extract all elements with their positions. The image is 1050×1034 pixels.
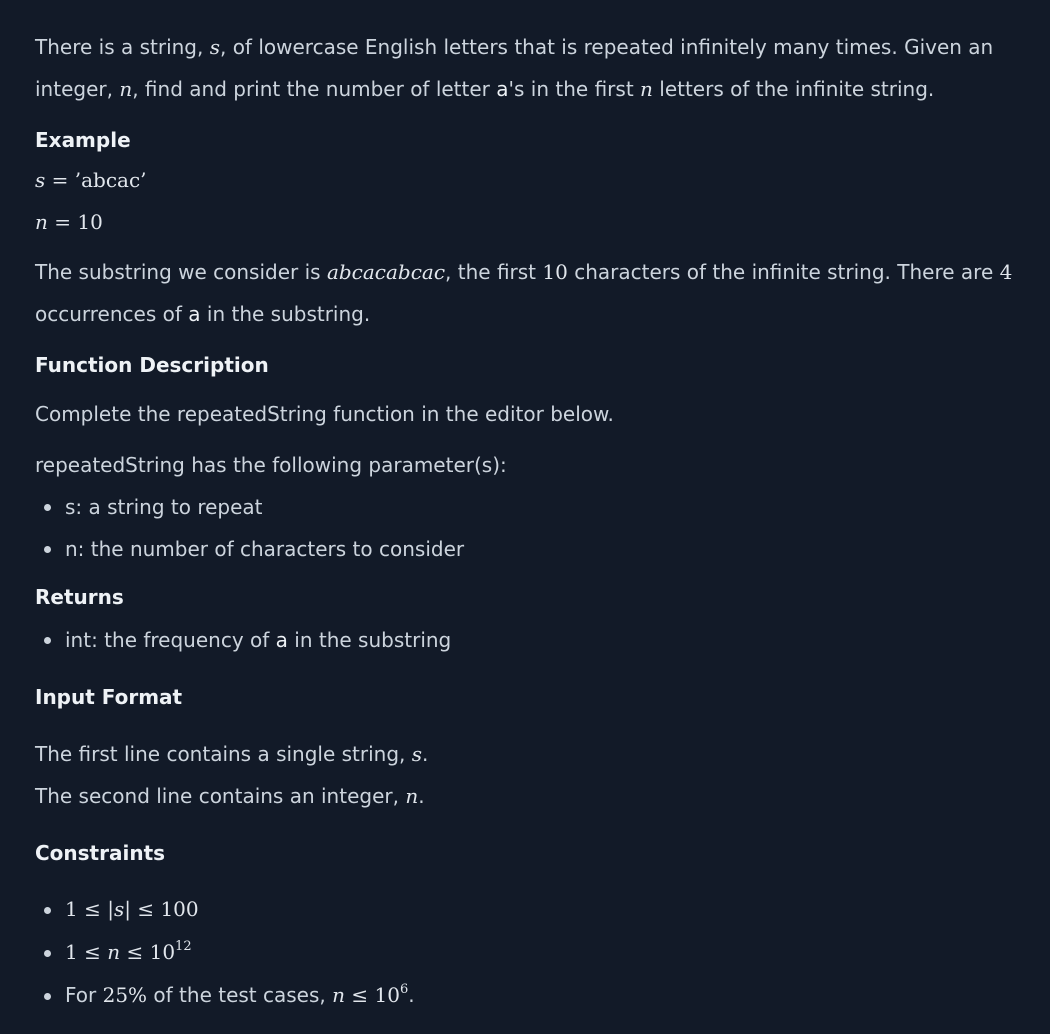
param-item-s: s: a string to repeat: [65, 495, 263, 519]
math-n: n: [405, 784, 419, 808]
parameters-intro: repeatedString has the following parameter(s):: [35, 453, 507, 477]
input-text: .: [418, 784, 425, 808]
math-n-value: 10: [77, 210, 103, 234]
example-s-line: [35, 166, 147, 194]
input-text: The second line contains an integer,: [35, 784, 406, 808]
math-exponent: 12: [175, 939, 192, 954]
example-desc-line-2: [35, 300, 370, 328]
code-a: a: [188, 302, 201, 326]
math-n: n: [35, 210, 48, 234]
math-le: ≤: [120, 940, 150, 964]
math-number: 1: [65, 897, 78, 921]
constraint-item-2: [65, 938, 192, 966]
input-format-heading: Input Format: [35, 685, 183, 709]
math-number: 10: [374, 983, 400, 1007]
math-n: n: [107, 940, 121, 964]
function-description-line: Complete the repeatedString function in the editor below.: [35, 402, 614, 426]
constraint-text: .: [408, 983, 415, 1007]
example-heading: Example: [35, 128, 131, 152]
math-s: s: [35, 168, 46, 192]
math-s: s: [209, 35, 220, 59]
input-format-line-2: [35, 782, 425, 810]
example-text: in the substring.: [200, 302, 371, 326]
bullet-icon: [44, 950, 51, 957]
example-text: The substring we consider is: [35, 260, 327, 284]
math-n: n: [332, 983, 346, 1007]
code-a: a: [275, 628, 288, 652]
intro-text: , find and print the number of letter: [132, 77, 497, 101]
bullet-icon: [44, 637, 51, 644]
constraint-text: of the test cases,: [147, 983, 333, 1007]
intro-text: , of lowercase English letters that is repeated infinitely many times. Given an: [219, 35, 994, 59]
code-a: a: [496, 77, 509, 101]
intro-line-2: [35, 75, 934, 103]
bullet-icon: [44, 993, 51, 1000]
math-exponent: 6: [399, 982, 409, 997]
returns-item: [65, 626, 451, 654]
constraint-item-1: [65, 895, 199, 923]
constraints-heading: Constraints: [35, 841, 166, 865]
math-number: 100: [160, 897, 199, 921]
intro-text: letters of the infinite string.: [652, 77, 935, 101]
returns-text: in the substring: [287, 628, 452, 652]
math-le: ≤: [345, 983, 375, 1007]
math-abs-s: |s|: [107, 897, 131, 921]
math-number: 10: [149, 940, 176, 964]
math-le: ≤: [77, 940, 108, 964]
returns-text: int: the frequency of: [65, 628, 276, 652]
bullet-icon: [44, 546, 51, 553]
example-text: characters of the infinite string. There are: [567, 260, 1000, 284]
math-number: 1: [65, 940, 78, 964]
example-text: occurrences of: [35, 302, 189, 326]
function-description-heading: Function Description: [35, 353, 269, 377]
example-text: , the first: [445, 260, 543, 284]
math-n: n: [119, 77, 133, 101]
math-s: s: [411, 742, 423, 766]
math-ten: 10: [542, 260, 568, 284]
math-le: ≤: [77, 897, 108, 921]
math-eq: =: [45, 168, 75, 192]
bullet-icon: [44, 907, 51, 914]
example-n-line: [35, 208, 103, 236]
math-substring: abcacabcac: [326, 260, 446, 284]
math-eq: =: [47, 210, 78, 234]
math-n: n: [640, 77, 653, 101]
bullet-icon: [44, 504, 51, 511]
intro-text: There is a string,: [35, 35, 210, 59]
math-four: 4: [999, 260, 1013, 284]
input-text: .: [422, 742, 429, 766]
math-string-value: ’abcac’: [74, 168, 147, 192]
constraint-text: For: [65, 983, 103, 1007]
returns-heading: Returns: [35, 585, 124, 609]
example-desc-line-1: [35, 258, 1012, 286]
intro-line-1: [35, 33, 993, 61]
input-text: The first line contains a single string,: [35, 742, 412, 766]
math-percent: 25%: [102, 983, 148, 1007]
param-item-n: n: the number of characters to consider: [65, 537, 465, 561]
math-le: ≤: [130, 897, 161, 921]
constraint-item-3: [65, 981, 415, 1009]
input-format-line-1: [35, 740, 428, 768]
intro-text: 's in the first: [508, 77, 641, 101]
intro-text: integer,: [35, 77, 120, 101]
